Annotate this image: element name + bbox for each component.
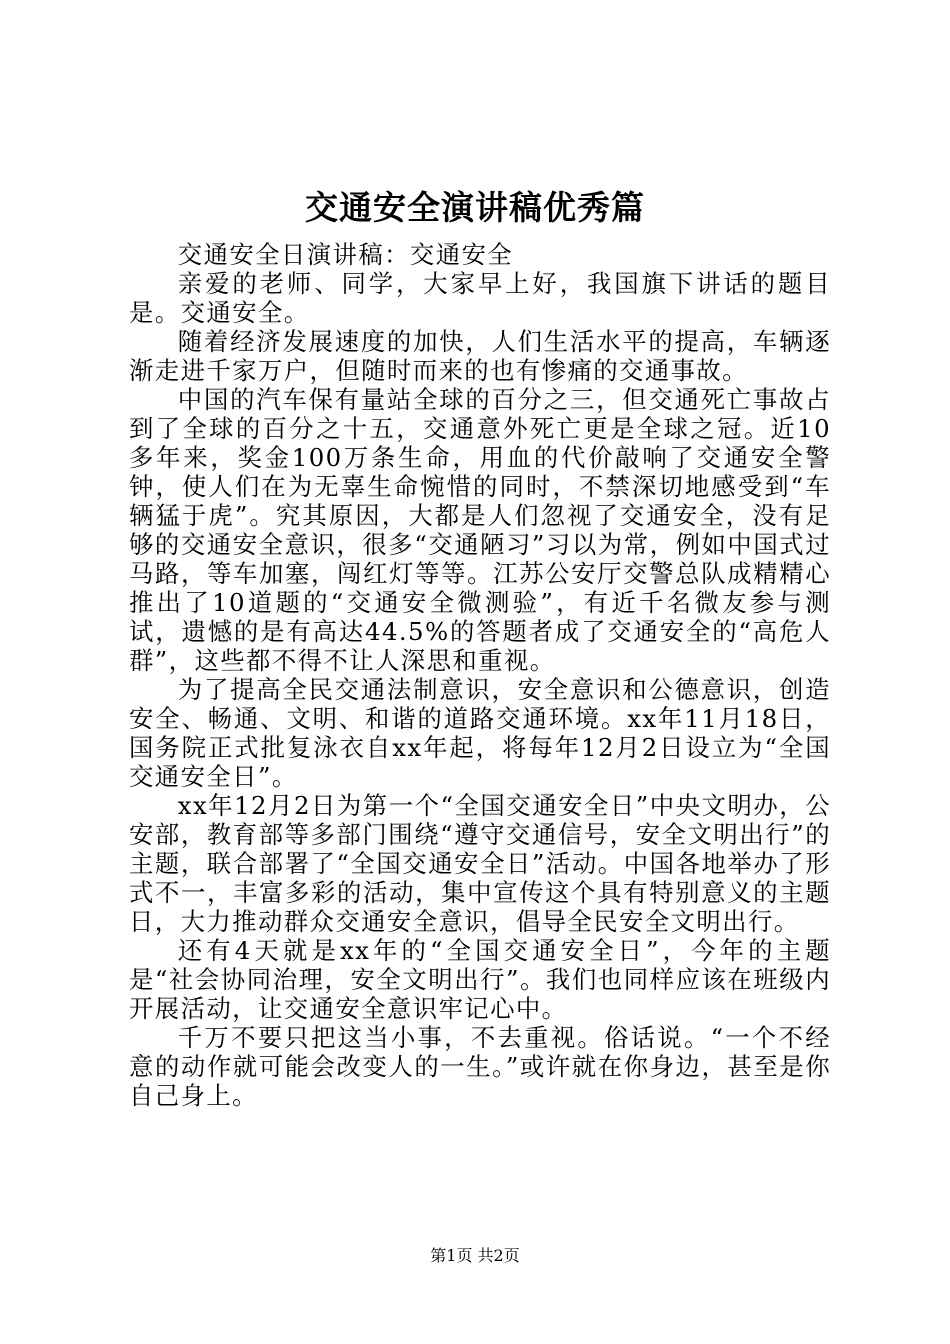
paragraph-statistics: 中国的汽车保有量站全球的百分之三，但交通死亡事故占到了全球的百分之十五，交通意外死亡更是全球之冠。近10多年来，奖金100万条生命，用血的代价敲响了交通安全警钟，使人们在为无辜生命惋惜的同时，不禁深切地感受到“车辆猛于虎”。究其原因，大都是人们忽视了交通安全，没有足够的交通安全意识，很多“交通陋习”习以为常，例如中国式过马路，等车加塞，闯红灯等等。江苏公安厅交警总队成精精心推出了10道题的“交通安全微测验”，有近千名微友参与测试，遗憾的是有高达44.5%的答题者成了交通安全的“高危人群”，这些都不得不让人深思和重视。 <box>129 385 831 675</box>
paragraph-safety-day-origin: 为了提高全民交通法制意识，安全意识和公德意识，创造安全、畅通、文明、和谐的道路交通环境。xx年11月18日，国务院正式批复泳衣自xx年起，将每年12月2日设立为“全国交通安全日”。 <box>129 675 831 791</box>
page-number-footer: 第1页 共2页 <box>430 1246 520 1265</box>
document-body <box>129 240 831 1110</box>
paragraph-this-year-theme: 还有4天就是xx年的“全国交通安全日”，今年的主题是“社会协同治理，安全文明出行”。我们也同样应该在班级内开展活动，让交通安全意识牢记心中。 <box>129 936 831 1023</box>
paragraph-first-safety-day: xx年12月2日为第一个“全国交通安全日”中央文明办，公安部，教育部等多部门围绕“遵守交通信号，安全文明出行”的主题，联合部署了“全国交通安全日”活动。中国各地举办了形式不一，丰富多彩的活动，集中宣传这个具有特别意义的主题日，大力推动群众交通安全意识，倡导全民安全文明出行。 <box>129 791 831 936</box>
paragraph-greeting: 亲爱的老师、同学，大家早上好，我国旗下讲话的题目是。交通安全。 <box>129 269 831 327</box>
document-title: 交通安全演讲稿优秀篇 <box>305 188 645 227</box>
paragraph-subtitle: 交通安全日演讲稿：交通安全 <box>177 240 514 269</box>
paragraph-intro: 随着经济发展速度的加快，人们生活水平的提高，车辆逐渐走进千家万户，但随时而来的也有惨痛的交通事故。 <box>129 327 831 385</box>
paragraph-closing: 千万不要只把这当小事，不去重视。俗话说。“一个不经意的动作就可能会改变人的一生。”或许就在你身边，甚至是你自己身上。 <box>129 1023 831 1110</box>
